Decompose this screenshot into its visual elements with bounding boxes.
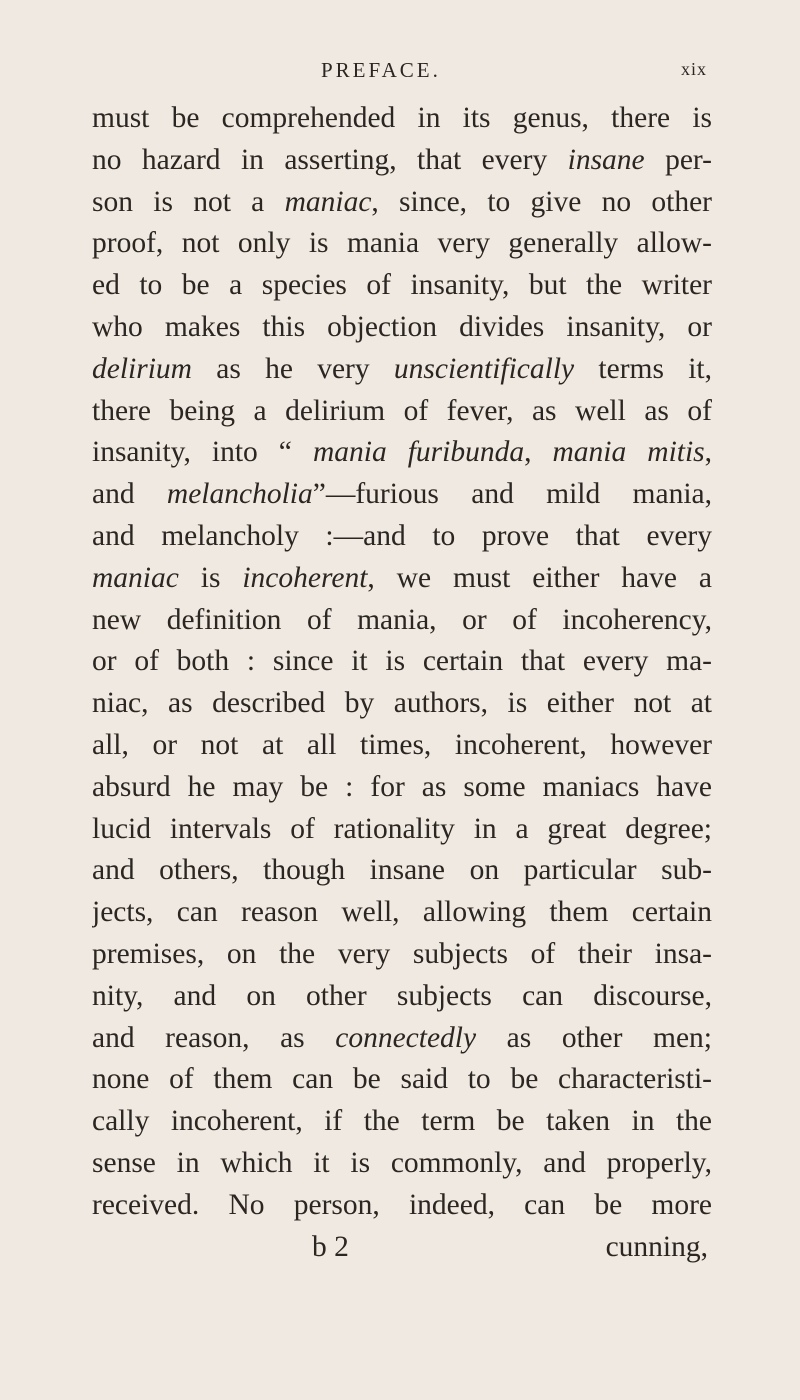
- running-head: [0, 48, 800, 88]
- text-line: and melancholy :—and to prove that every: [92, 519, 712, 552]
- text-line: insanity, into “ mania furibunda, mania mitis,: [92, 436, 712, 469]
- text-line: no hazard in asserting, that every insane per-: [92, 143, 712, 176]
- text-line: absurd he may be : for as some maniacs have: [92, 770, 712, 803]
- text-line: premises, on the very subjects of their insa-: [92, 937, 712, 970]
- text-line: and reason, as connectedly as other men;: [92, 1021, 712, 1054]
- text-line: jects, can reason well, allowing them certain: [92, 896, 712, 929]
- body-text: [92, 98, 712, 1268]
- text-line: there being a delirium of fever, as well as of: [92, 394, 712, 427]
- page-number: xix: [681, 59, 708, 79]
- text-line: nity, and on other subjects can discourse,: [92, 979, 712, 1012]
- text-line: maniac is incoherent, we must either have a: [92, 561, 712, 594]
- signature-mark: b 2: [312, 1230, 349, 1263]
- text-line: and melancholia”—furious and mild mania,: [92, 478, 712, 511]
- text-line: must be comprehended in its genus, there is: [92, 102, 712, 134]
- text-line: received. No person, indeed, can be more: [92, 1188, 712, 1221]
- text-line: or of both : since it is certain that every ma-: [92, 645, 712, 678]
- text-line: and others, though insane on particular sub-: [92, 854, 712, 887]
- text-line: delirium as he very unscientifically terms it,: [92, 352, 712, 385]
- text-line: cally incoherent, if the term be taken in the: [92, 1105, 712, 1138]
- text-line: niac, as described by authors, is either not at: [92, 687, 712, 720]
- running-head-title: PREFACE.: [321, 58, 441, 82]
- text-line: son is not a maniac, since, to give no other: [92, 185, 712, 218]
- page-footer: [92, 1227, 712, 1269]
- text-line: ed to be a species of insanity, but the writer: [92, 269, 712, 302]
- text-line: lucid intervals of rationality in a great degree;: [92, 812, 712, 845]
- text-line: proof, not only is mania very generally allow-: [92, 227, 712, 260]
- text-line: none of them can be said to be characteristi-: [92, 1063, 712, 1096]
- text-line: sense in which it is commonly, and properly,: [92, 1146, 712, 1179]
- text-line: all, or not at all times, incoherent, however: [92, 728, 712, 761]
- text-line: who makes this objection divides insanity, or: [92, 310, 712, 343]
- catchword: cunning,: [605, 1230, 708, 1263]
- text-line: new definition of mania, or of incoherency,: [92, 603, 712, 636]
